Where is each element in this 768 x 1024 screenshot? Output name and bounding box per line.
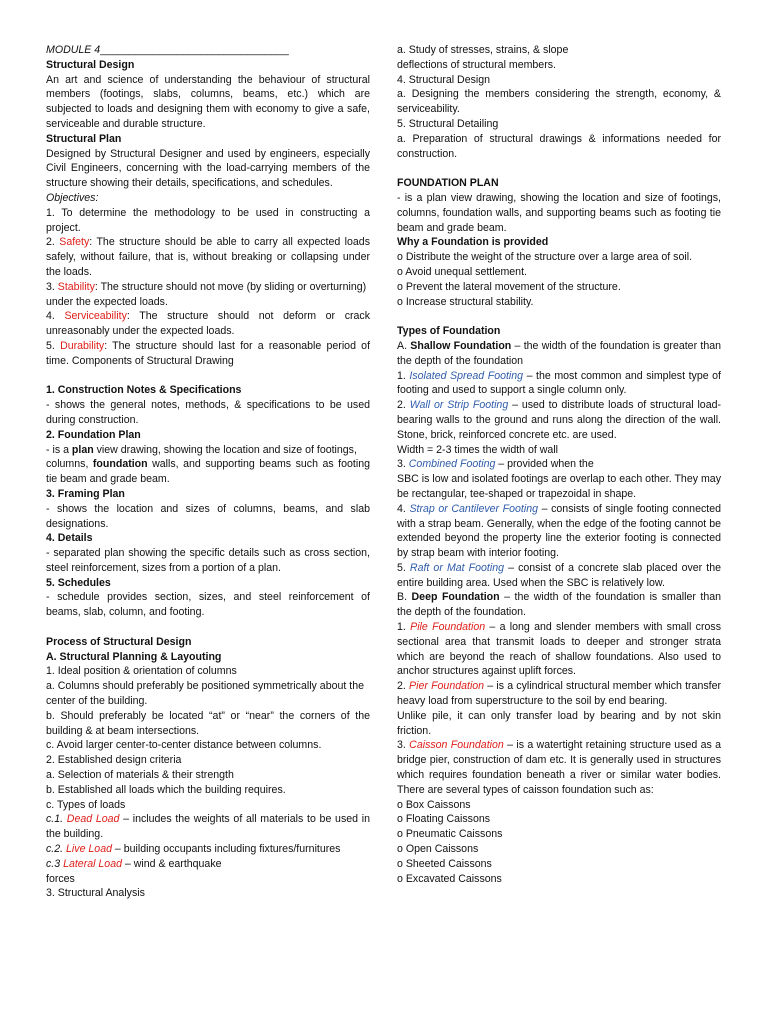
step-4: 4. Structural Design — [397, 73, 491, 86]
step-2a: a. Selection of materials & their strength — [46, 769, 234, 782]
caisson-type-2: o Floating Caissons — [397, 813, 491, 826]
term-strap-cantilever-footing: Strap or Cantilever Footing — [409, 502, 539, 515]
structural-design-definition: An art and science of understanding the behaviour of structural members (footings, slabs, columns, beams, etc.) which are subjected to loads and designing them with economy to give a safe, serviceable and durable structure. — [46, 73, 370, 130]
spacer — [46, 620, 370, 635]
foundation-plan-heading: FOUNDATION PLAN — [397, 177, 499, 190]
caisson-type-4: o Open Caissons — [397, 843, 479, 856]
caisson-type-5: o Sheeted Caissons — [397, 857, 492, 870]
spacer — [397, 309, 721, 324]
structural-plan-definition: Designed by Structural Designer and used by engineers, especially Civil Engineers, concerning with the load-carrying members of the structure showing their details, specifications, and schedules. — [46, 147, 370, 190]
step-5: 5. Structural Detailing — [397, 117, 499, 130]
component-3-heading: 3. Framing Plan — [46, 487, 125, 500]
objective-4: 4. Serviceability: The structure should not deform or crack unreasonably under the expected loads. — [46, 310, 371, 338]
term-raft-mat-footing: Raft or Mat Footing — [409, 561, 505, 574]
term-stability: Stability — [57, 280, 95, 293]
shallow-type-2-width: Width = 2-3 times the width of wall — [397, 443, 559, 456]
component-2-text-line1: - is a plan view drawing, showing the location and size of footings, — [46, 443, 357, 456]
step-2c: c. Types of loads — [46, 798, 126, 811]
deep-type-3: 3. Caisson Foundation – is a watertight retaining structure used as a bridge pier, construction of dam etc. It is generally used in structures which requires foundation beneath a river or similar water bodies. There are several types of caisson foundation such as: — [397, 739, 722, 796]
step-1b: b. Should preferably be located “at” or “near” the corners of the building & at beam intersections. — [46, 709, 370, 737]
caisson-type-1: o Box Caissons — [397, 798, 471, 811]
step-5a: a. Preparation of structural drawings & informations needed for construction. — [397, 132, 721, 160]
deep-type-2-continued: Unlike pile, it can only transfer load by bearing and by not skin friction. — [397, 709, 721, 737]
shallow-type-3: 3. Combined Footing – provided when the — [397, 458, 594, 471]
step-2b: b. Established all loads which the building requires. — [46, 783, 286, 796]
component-5-heading: 5. Schedules — [46, 576, 111, 589]
step-1: 1. Ideal position & orientation of columns — [46, 665, 237, 678]
left-column — [46, 43, 370, 901]
component-3-text: - shows the location and sizes of columns, beams, and slab designations. — [46, 502, 370, 530]
term-combined-footing: Combined Footing — [408, 458, 496, 471]
shallow-foundation: A. Shallow Foundation – the width of the foundation is greater than the depth of the foundation — [397, 339, 722, 367]
term-durability: Durability — [60, 339, 105, 352]
term-wall-strip-footing: Wall or Strip Footing — [409, 399, 509, 412]
load-lateral: c.3 Lateral Load – wind & earthquake — [46, 857, 222, 870]
why-item-1: o Distribute the weight of the structure over a large area of soil. — [397, 251, 693, 264]
caisson-type-6: o Excavated Caissons — [397, 872, 502, 885]
deep-type-2: 2. Pier Foundation – is a cylindrical structural member which transfer heavy load from superstructure to the soil by end bearing. — [397, 680, 721, 708]
spacer — [397, 161, 721, 176]
term-serviceability: Serviceability — [64, 310, 127, 323]
component-1-heading: 1. Construction Notes & Specifications — [46, 384, 242, 397]
objective-3-continued: under the expected loads. — [46, 295, 168, 308]
deep-foundation: B. Deep Foundation – the width of the foundation is smaller than the depth of the foundation. — [397, 591, 722, 619]
component-4-text: - separated plan showing the specific details such as cross section, steel reinforcement, sizes from a portion of a plan. — [46, 547, 370, 574]
analysis-deflections: deflections of structural members. — [397, 58, 556, 71]
spacer — [46, 369, 370, 384]
why-foundation-heading: Why a Foundation is provided — [397, 236, 549, 249]
term-dead-load: Dead Load — [66, 813, 120, 826]
step-4a: a. Designing the members considering the strength, economy, & serviceability. — [397, 88, 721, 116]
objective-2: 2. Safety: The structure should be able to carry all expected loads safely, without failure, that is, without breaking or collapsing under the loads. — [46, 236, 370, 278]
component-1-text: - shows the general notes, methods, & specifications to be used during construction. — [46, 399, 370, 426]
step-2: 2. Established design criteria — [46, 754, 182, 767]
deep-type-1: 1. Pile Foundation – a long and slender members with small cross sectional area that transmit loads to deeper and stronger strata which are beyond the reach of shallow foundations. Also used to anchor structures against uplift forces. — [397, 621, 721, 678]
term-live-load: Live Load — [66, 843, 112, 856]
shallow-type-4: 4. Strap or Cantilever Footing – consists of single footing connected with a strap beam. Generally, when the edge of the footing cannot be extended beyond the property line the exterior footing is connected by strap beam with interior footing. — [397, 502, 721, 560]
term-caisson-foundation: Caisson Foundation — [409, 739, 504, 752]
module-title: MODULE 4________________________________ — [46, 44, 289, 56]
shallow-type-5: 5. Raft or Mat Footing – consist of a concrete slab placed over the entire building area. Used when the SBC is relatively low. — [397, 561, 721, 589]
shallow-type-3-continued: SBC is low and isolated footings are overlap to each other. They may be rectangular, tee-shaped or trapezoidal in shape. — [397, 473, 721, 500]
objective-5: 5. Durability: The structure should last for a reasonable period of time. Components of Structural Drawing — [46, 339, 371, 367]
shallow-type-1: 1. Isolated Spread Footing – the most common and simplest type of footing and used to support a single column only. — [397, 369, 721, 397]
step-1a-continued: center of the building. — [46, 695, 148, 708]
planning-heading: A. Structural Planning & Layouting — [46, 650, 222, 663]
structural-design-heading: Structural Design — [46, 58, 135, 71]
term-isolated-spread-footing: Isolated Spread Footing — [409, 369, 524, 382]
component-4-heading: 4. Details — [46, 532, 93, 545]
load-lateral-continued: forces — [46, 872, 75, 885]
load-dead: c.1. Dead Load – includes the weights of all materials to be used in the building. — [46, 813, 370, 841]
step-3: 3. Structural Analysis — [46, 887, 145, 900]
structural-plan-heading: Structural Plan — [46, 132, 122, 145]
types-heading: Types of Foundation — [397, 325, 501, 338]
term-safety: Safety — [59, 236, 90, 249]
component-2-text-line2: columns, foundation walls, and supporting beams such as footing tie beam and grade beam. — [46, 458, 370, 486]
step-1c: c. Avoid larger center-to-center distance between columns. — [46, 739, 322, 752]
component-5-text: - schedule provides section, sizes, and steel reinforcement of beams, slab, column, and footing. — [46, 591, 370, 619]
term-lateral-load: Lateral Load — [63, 857, 122, 870]
term-pier-foundation: Pier Foundation — [409, 680, 485, 693]
caisson-type-3: o Pneumatic Caissons — [397, 828, 503, 841]
component-2-heading: 2. Foundation Plan — [46, 428, 141, 441]
right-column — [397, 43, 721, 886]
step-1a: a. Columns should preferably be positioned symmetrically about the — [46, 680, 364, 693]
objective-1: 1. To determine the methodology to be used in constructing a project. — [46, 206, 370, 234]
shallow-type-2: 2. Wall or Strip Footing – used to distribute loads of structural load-bearing walls to the ground and runs along the direction of the wall. Stone, brick, reinforced concrete etc. are used. — [397, 399, 722, 441]
process-heading: Process of Structural Design — [46, 635, 192, 648]
why-item-3: o Prevent the lateral movement of the structure. — [397, 280, 621, 293]
load-live: c.2. Live Load – building occupants including fixtures/furnitures — [46, 843, 341, 856]
objectives-label: Objectives: — [46, 191, 99, 204]
why-item-2: o Avoid unequal settlement. — [397, 265, 527, 278]
why-item-4: o Increase structural stability. — [397, 295, 534, 308]
analysis-item-a: a. Study of stresses, strains, & slope — [397, 44, 569, 56]
term-pile-foundation: Pile Foundation — [410, 621, 486, 634]
foundation-plan-text: - is a plan view drawing, showing the location and size of footings, columns, foundation walls, and supporting beams such as footing tie beam and grade beam. — [397, 191, 721, 234]
objective-3: 3. Stability: The structure should not move (by sliding or overturning) — [46, 280, 367, 293]
